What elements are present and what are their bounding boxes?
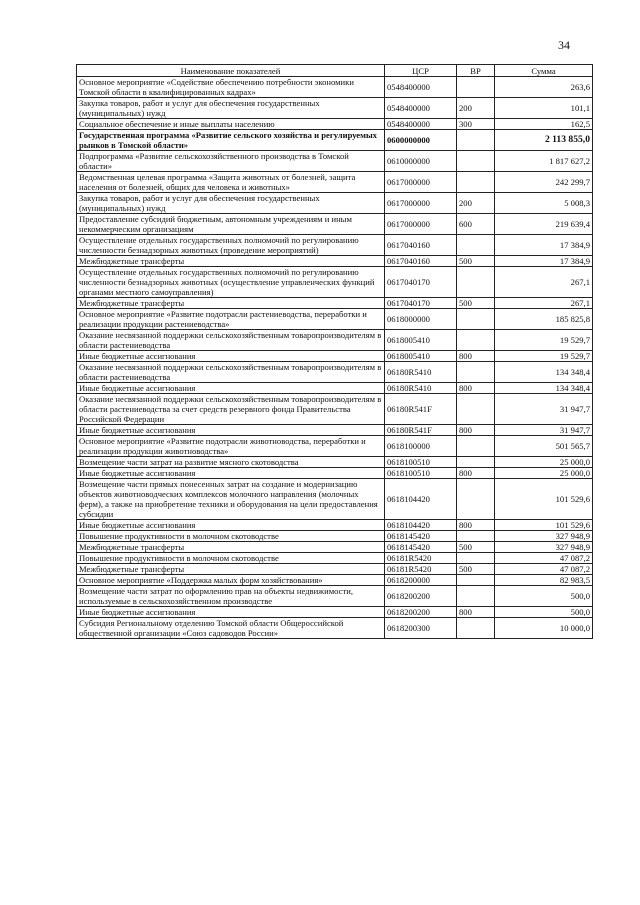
cell-name: Подпрограмма «Развитие сельскохозяйственного производства в Томской области» <box>77 151 385 172</box>
table-row <box>77 151 593 172</box>
table-row <box>77 531 593 542</box>
cell-csr: 06181R5420 <box>385 553 457 564</box>
table-row <box>77 457 593 468</box>
column-header-vr: ВР <box>457 65 495 77</box>
cell-sum: 327 948,9 <box>495 542 593 553</box>
cell-name: Субсидия Региональному отделению Томской области Общероссийской общественной организации «Союз садоводов России» <box>77 618 385 639</box>
cell-name: Оказание несвязанной поддержки сельскохозяйственным товаропроизводителям в области растениеводства <box>77 362 385 383</box>
cell-csr: 0618200000 <box>385 575 457 586</box>
cell-sum: 5 008,3 <box>495 193 593 214</box>
cell-csr: 0617040160 <box>385 256 457 267</box>
cell-vr <box>457 436 495 457</box>
cell-vr <box>457 77 495 98</box>
table-row <box>77 436 593 457</box>
cell-name: Иные бюджетные ассигнования <box>77 425 385 436</box>
cell-csr: 0617000000 <box>385 193 457 214</box>
cell-name: Оказание несвязанной поддержки сельскохозяйственным товаропроизводителям в области растениеводства за счет средств резервного фонда Правительства Российской Федерации <box>77 394 385 425</box>
cell-vr: 500 <box>457 564 495 575</box>
cell-vr: 500 <box>457 542 495 553</box>
cell-vr <box>457 330 495 351</box>
cell-sum: 19 529,7 <box>495 330 593 351</box>
table-row <box>77 383 593 394</box>
table-row <box>77 575 593 586</box>
table-row <box>77 98 593 119</box>
cell-name: Предоставление субсидий бюджетным, автономным учреждениям и иным некоммерческим организациям <box>77 214 385 235</box>
cell-sum: 500,0 <box>495 586 593 607</box>
cell-sum: 17 384,9 <box>495 256 593 267</box>
cell-sum: 31 947,7 <box>495 394 593 425</box>
cell-sum: 327 948,9 <box>495 531 593 542</box>
cell-vr <box>457 479 495 520</box>
table-row <box>77 425 593 436</box>
cell-name: Осуществление отдельных государственных полномочий по регулированию численности безнадзорных животных (проведение мероприятий) <box>77 235 385 256</box>
table-row <box>77 553 593 564</box>
page-number: 34 <box>558 38 570 52</box>
cell-sum: 501 565,7 <box>495 436 593 457</box>
table-row <box>77 267 593 298</box>
cell-vr <box>457 553 495 564</box>
table-row <box>77 351 593 362</box>
cell-vr <box>457 618 495 639</box>
budget-table <box>76 64 593 639</box>
table-row <box>77 542 593 553</box>
cell-csr: 0548400000 <box>385 119 457 130</box>
table-row <box>77 479 593 520</box>
cell-sum: 1 817 627,2 <box>495 151 593 172</box>
cell-vr <box>457 394 495 425</box>
cell-name: Социальное обеспечение и иные выплаты населению <box>77 119 385 130</box>
cell-sum: 10 000,0 <box>495 618 593 639</box>
cell-name: Иные бюджетные ассигнования <box>77 520 385 531</box>
table-row <box>77 256 593 267</box>
cell-csr: 06180R5410 <box>385 362 457 383</box>
cell-vr <box>457 172 495 193</box>
cell-csr: 0618200300 <box>385 618 457 639</box>
cell-vr: 500 <box>457 256 495 267</box>
cell-csr: 0548400000 <box>385 77 457 98</box>
table-row <box>77 520 593 531</box>
cell-vr: 200 <box>457 98 495 119</box>
cell-csr: 06180R541F <box>385 394 457 425</box>
cell-sum: 25 000,0 <box>495 457 593 468</box>
cell-csr: 0618145420 <box>385 531 457 542</box>
cell-name: Иные бюджетные ассигнования <box>77 383 385 394</box>
cell-csr: 0618000000 <box>385 309 457 330</box>
table-row <box>77 394 593 425</box>
cell-name: Основное мероприятие «Поддержка малых форм хозяйствования» <box>77 575 385 586</box>
cell-name: Закупка товаров, работ и услуг для обеспечения государственных (муниципальных) нужд <box>77 98 385 119</box>
cell-name: Межбюджетные трансферты <box>77 298 385 309</box>
cell-sum: 242 299,7 <box>495 172 593 193</box>
cell-name: Возмещение части затрат на развитие мясного скотоводства <box>77 457 385 468</box>
cell-sum: 267,1 <box>495 267 593 298</box>
table-row <box>77 77 593 98</box>
cell-name: Возмещение части прямых понесенных затрат на создание и модернизацию объектов животноводческих комплексов молочного направления (молочных ферм), а также на приобретение техники и оборудования на цели предоставления субсидии <box>77 479 385 520</box>
cell-name: Основное мероприятие «Развитие подотрасли животноводства, переработки и реализации продукции животноводства» <box>77 436 385 457</box>
table-row <box>77 564 593 575</box>
cell-sum: 267,1 <box>495 298 593 309</box>
column-header-sum: Сумма <box>495 65 593 77</box>
cell-csr: 0618005410 <box>385 351 457 362</box>
cell-csr: 0618100510 <box>385 468 457 479</box>
table-row <box>77 309 593 330</box>
cell-sum: 101 529,6 <box>495 520 593 531</box>
cell-vr: 600 <box>457 214 495 235</box>
cell-vr: 800 <box>457 383 495 394</box>
cell-name: Межбюджетные трансферты <box>77 564 385 575</box>
cell-name: Иные бюджетные ассигнования <box>77 607 385 618</box>
cell-vr: 800 <box>457 425 495 436</box>
cell-vr: 800 <box>457 468 495 479</box>
table-row <box>77 362 593 383</box>
cell-sum: 134 348,4 <box>495 383 593 394</box>
cell-vr: 800 <box>457 520 495 531</box>
cell-sum: 47 087,2 <box>495 564 593 575</box>
cell-vr <box>457 531 495 542</box>
table-row <box>77 172 593 193</box>
cell-vr: 800 <box>457 351 495 362</box>
cell-vr <box>457 457 495 468</box>
cell-name: Государственная программа «Развитие сельского хозяйства и регулируемых рынков в Томской области» <box>77 130 385 151</box>
cell-sum: 101,1 <box>495 98 593 119</box>
cell-csr: 06181R5420 <box>385 564 457 575</box>
cell-vr <box>457 151 495 172</box>
cell-name: Основное мероприятие «Развитие подотрасли растениеводства, переработки и реализации продукции растениеводства» <box>77 309 385 330</box>
cell-csr: 0617000000 <box>385 214 457 235</box>
cell-csr: 0617040170 <box>385 298 457 309</box>
cell-csr: 0618100510 <box>385 457 457 468</box>
cell-sum: 263,6 <box>495 77 593 98</box>
cell-name: Ведомственная целевая программа «Защита животных от болезней, защита населения от болезней, общих для человека и животных» <box>77 172 385 193</box>
cell-csr: 0617040170 <box>385 267 457 298</box>
cell-vr: 200 <box>457 193 495 214</box>
cell-vr <box>457 575 495 586</box>
cell-csr: 0548400000 <box>385 98 457 119</box>
cell-sum: 500,0 <box>495 607 593 618</box>
cell-vr: 800 <box>457 607 495 618</box>
cell-csr: 0617000000 <box>385 172 457 193</box>
cell-sum: 17 384,9 <box>495 235 593 256</box>
cell-name: Межбюджетные трансферты <box>77 542 385 553</box>
table-row <box>77 130 593 151</box>
table-row <box>77 235 593 256</box>
table-header-row <box>77 65 593 77</box>
table-row <box>77 298 593 309</box>
cell-vr <box>457 235 495 256</box>
cell-vr: 500 <box>457 298 495 309</box>
cell-sum: 19 529,7 <box>495 351 593 362</box>
cell-sum: 2 113 855,0 <box>495 130 593 151</box>
cell-name: Повышение продуктивности в молочном скотоводстве <box>77 553 385 564</box>
cell-name: Закупка товаров, работ и услуг для обеспечения государственных (муниципальных) нужд <box>77 193 385 214</box>
cell-csr: 0600000000 <box>385 130 457 151</box>
table-row <box>77 330 593 351</box>
table-row <box>77 119 593 130</box>
cell-vr <box>457 362 495 383</box>
cell-vr <box>457 309 495 330</box>
cell-name: Основное мероприятие «Содействие обеспечению потребности экономики Томской области в квалифицированных кадрах» <box>77 77 385 98</box>
cell-csr: 0618104420 <box>385 479 457 520</box>
cell-name: Иные бюджетные ассигнования <box>77 468 385 479</box>
cell-vr <box>457 267 495 298</box>
table-row <box>77 468 593 479</box>
table-row <box>77 618 593 639</box>
cell-vr <box>457 130 495 151</box>
cell-csr: 06180R541F <box>385 425 457 436</box>
cell-name: Повышение продуктивности в молочном скотоводстве <box>77 531 385 542</box>
table-row <box>77 607 593 618</box>
cell-csr: 0610000000 <box>385 151 457 172</box>
cell-csr: 06180R5410 <box>385 383 457 394</box>
column-header-name: Наименование показателей <box>77 65 385 77</box>
cell-csr: 0618100000 <box>385 436 457 457</box>
cell-vr: 300 <box>457 119 495 130</box>
cell-sum: 25 000,0 <box>495 468 593 479</box>
cell-name: Иные бюджетные ассигнования <box>77 351 385 362</box>
cell-csr: 0617040160 <box>385 235 457 256</box>
cell-csr: 0618145420 <box>385 542 457 553</box>
cell-name: Осуществление отдельных государственных полномочий по регулированию численности безнадзорных животных (осуществление управленческих функций органами местного самоуправления) <box>77 267 385 298</box>
cell-sum: 162,5 <box>495 119 593 130</box>
cell-sum: 219 639,4 <box>495 214 593 235</box>
cell-sum: 185 825,8 <box>495 309 593 330</box>
table-row <box>77 586 593 607</box>
cell-sum: 47 087,2 <box>495 553 593 564</box>
cell-name: Межбюджетные трансферты <box>77 256 385 267</box>
cell-csr: 0618005410 <box>385 330 457 351</box>
column-header-csr: ЦСР <box>385 65 457 77</box>
cell-sum: 101 529,6 <box>495 479 593 520</box>
table-row <box>77 193 593 214</box>
table-body <box>77 77 593 639</box>
cell-csr: 0618200200 <box>385 607 457 618</box>
cell-csr: 0618200200 <box>385 586 457 607</box>
cell-csr: 0618104420 <box>385 520 457 531</box>
cell-sum: 31 947,7 <box>495 425 593 436</box>
cell-name: Оказание несвязанной поддержки сельскохозяйственным товаропроизводителям в области растениеводства <box>77 330 385 351</box>
cell-name: Возмещение части затрат по оформлению прав на объекты недвижимости, используемые в сельскохозяйственном производстве <box>77 586 385 607</box>
cell-sum: 82 983,5 <box>495 575 593 586</box>
cell-sum: 134 348,4 <box>495 362 593 383</box>
table-row <box>77 214 593 235</box>
cell-vr <box>457 586 495 607</box>
